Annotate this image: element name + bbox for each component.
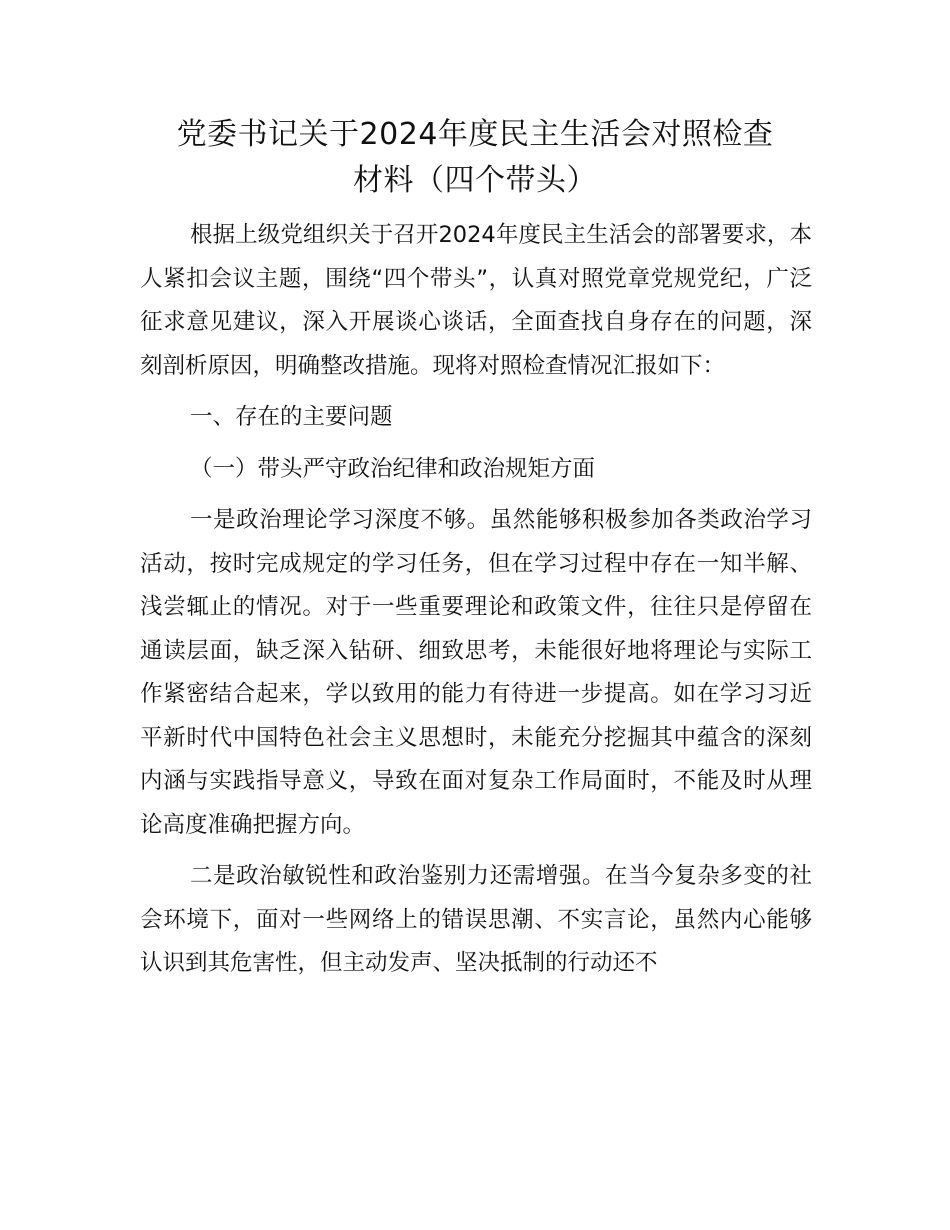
section-heading: 一、存在的主要问题 — [190, 404, 393, 430]
point-1-paragraph: 一是政治理论学习深度不够。虽然能够积极参加各类政治学习活动，按时完成规定的学习任务，但在学习过程中存在一知半解、浅尝辄止的情况。对于一些重要理论和政策文件，往往只是停留在通读层面，缺乏深入钻研、细致思考，未能很好地将理论与实际工作紧密结合起来，学以致用的能力有待进一步提高。如在学习习近平新时代中国特色社会主义思想时，未能充分挖掘其中蕴含的深刻内涵与实践指导意义，导致在面对复杂工作局面时，不能及时从理论高度准确把握方向。 — [140, 507, 812, 838]
point-2-paragraph: 二是政治敏锐性和政治鉴别力还需增强。在当今复杂多变的社会环境下，面对一些网络上的错误思潮、不实言论，虽然内心能够认识到其危害性，但主动发声、坚决抵制的行动还不 — [140, 863, 812, 976]
intro-paragraph: 根据上级党组织关于召开2024年度民主生活会的部署要求，本人紧扣会议主题，围绕“四个带头”，认真对照党章党规党纪，广泛征求意见建议，深入开展谈心谈话，全面查找自身存在的问题，深刻剖析原因，明确整改措施。现将对照检查情况汇报如下： — [140, 222, 812, 379]
document-body — [140, 214, 812, 986]
document-title — [140, 112, 810, 204]
subsection-heading: （一）带头严守政治纪律和政治规矩方面 — [190, 455, 596, 482]
title-line-1: 党委书记关于2024年度民主生活会对照检查 — [176, 117, 774, 152]
title-line-2: 材料（四个带头） — [353, 163, 597, 198]
